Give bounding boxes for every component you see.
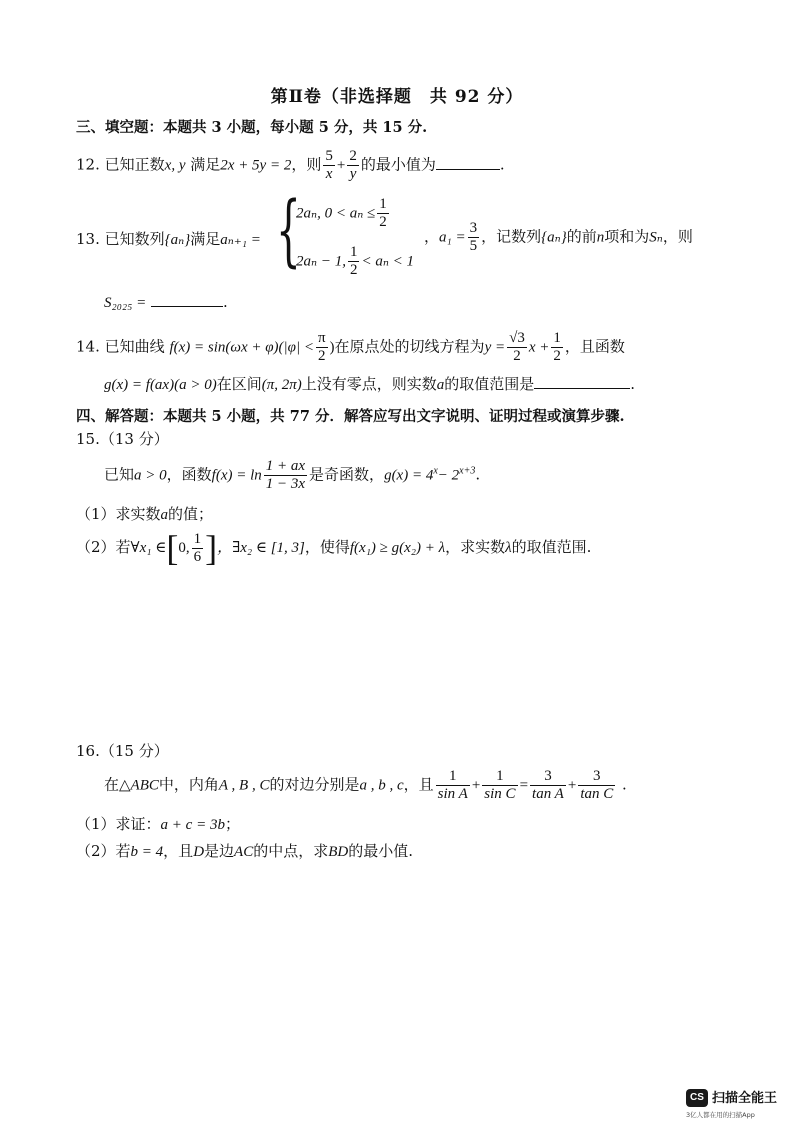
math: 0, (178, 540, 190, 556)
math-equation: 2x + 5y = 2 (220, 157, 292, 174)
text: 在△ (104, 775, 131, 794)
text: 满足 (190, 155, 221, 174)
math: x + (528, 339, 550, 356)
text: ，使得 (304, 538, 350, 556)
math: aₙ₊₁ = (220, 232, 261, 248)
text: 的对边分别是 (269, 775, 360, 794)
text: （2）若 (76, 842, 131, 860)
math: a (160, 507, 169, 523)
text: （1）求证： (76, 815, 161, 833)
question-16-part-2 (76, 840, 413, 861)
math: n (596, 229, 605, 246)
numerator: π (317, 330, 326, 346)
math: Sₙ (649, 229, 663, 246)
fraction (482, 768, 517, 803)
question-16-header: 16.（15 分） (76, 742, 169, 760)
text: 已知正数 (104, 155, 165, 174)
numerator: √3 (509, 330, 525, 346)
math: 2aₙ, 0 < aₙ ≤ (296, 205, 376, 222)
question-12 (76, 148, 505, 183)
text: 是奇函数， (309, 465, 385, 484)
denominator: 1 − 3x (265, 476, 306, 492)
denominator: 2 (513, 348, 521, 364)
bracket: ] (205, 528, 218, 568)
math: b = 4 (130, 844, 164, 860)
math: ABC (130, 777, 159, 794)
math: a (436, 377, 445, 393)
text: 满足 (190, 230, 221, 248)
math: {aₙ} (164, 232, 191, 248)
fraction (436, 768, 470, 803)
fraction (264, 458, 307, 493)
question-15-part-1 (76, 503, 213, 524)
math: D (193, 844, 205, 860)
math: g(x) = f(ax)(a > 0) (104, 377, 217, 393)
question-15-part-2 (76, 530, 591, 566)
text: ，且 (163, 842, 194, 860)
text: ，则 (662, 227, 693, 246)
denominator: x (325, 166, 333, 182)
question-13-line1 (76, 228, 261, 249)
math: AC (234, 844, 254, 860)
text: （1）求实数 (76, 505, 161, 523)
text: 在区间 (216, 375, 262, 393)
text: 的值； (168, 505, 214, 523)
fraction (530, 768, 566, 803)
numerator: 1 (482, 768, 517, 786)
text: . (622, 775, 627, 794)
text: ，则 (291, 155, 322, 174)
math: − 2 (437, 467, 460, 484)
question-13-line3 (104, 292, 228, 312)
question-14-line1 (76, 330, 625, 365)
text: 的中点，求 (253, 842, 329, 860)
text: 是边 (204, 842, 235, 860)
fraction (347, 148, 359, 183)
math: x, y (164, 157, 186, 174)
math: S₂₀₂₅ = (104, 295, 147, 311)
text: 上没有零点，则实数 (301, 375, 437, 393)
math: ) (329, 339, 335, 356)
denominator: sin C (484, 786, 516, 802)
fraction (348, 244, 360, 279)
numerator: 1 (349, 244, 358, 260)
section-3-heading: 三、填空题：本题共 3 小题，每小题 5 分，共 15 分. (76, 119, 428, 136)
fraction (323, 148, 335, 183)
math: (π, 2π) (261, 377, 302, 393)
text: 的最小值. (348, 842, 414, 860)
camscanner-logo-icon: CS (686, 1089, 708, 1107)
question-16-part-1 (76, 813, 240, 834)
math: λ (505, 540, 512, 556)
math: f(x) = sin(ωx + φ) (169, 339, 279, 356)
section-4-heading: 四、解答题：本题共 5 小题，共 77 分．解答应写出文字说明、证明过程或演算步骤. (76, 408, 625, 425)
question-16-stem (104, 768, 627, 803)
question-number: 14. (76, 337, 100, 356)
text: 的取值范围是 (444, 375, 535, 393)
fraction (507, 330, 527, 365)
numerator: 1 (193, 530, 202, 547)
denominator: tan C (580, 786, 614, 802)
bracket: [ (166, 528, 179, 568)
question-number: 12. (76, 155, 100, 174)
math: f(x) = ln (211, 467, 262, 484)
numerator: 1 (553, 330, 561, 346)
numerator: 5 (325, 148, 333, 164)
math: + (336, 157, 346, 174)
piecewise-case-1 (296, 196, 391, 231)
math: g(x) = 4 (384, 467, 434, 484)
denominator: 2 (379, 214, 387, 230)
math: + (567, 777, 577, 794)
text: . (499, 155, 505, 174)
denominator: 2 (349, 262, 358, 278)
math: < aₙ < 1 (361, 253, 415, 270)
watermark-tagline: 3亿人都在用的扫描App (686, 1111, 755, 1119)
math: 2aₙ − 1, (296, 253, 346, 270)
question-14-line2 (104, 373, 635, 394)
math: + (471, 777, 481, 794)
fraction (316, 330, 328, 365)
text: ，记数列 (481, 227, 542, 246)
math: a > 0 (134, 467, 167, 484)
math: A , B , C (218, 777, 270, 794)
text: ，求实数 (445, 538, 506, 556)
math: a , b , c (359, 777, 404, 794)
fraction (468, 220, 480, 255)
fraction (192, 531, 204, 566)
math: = (519, 777, 529, 794)
text: 已知 (104, 465, 135, 484)
answer-blank[interactable] (436, 155, 500, 170)
question-15-stem (104, 458, 480, 493)
math: f(x₁) ≥ g(x₂) + λ (349, 540, 446, 556)
answer-blank[interactable] (151, 292, 223, 307)
text: ， (424, 227, 440, 246)
text: 已知数列 (104, 230, 165, 248)
numerator: 1 (436, 768, 470, 786)
exponent: x+3 (459, 465, 476, 477)
text: 的前 (566, 227, 597, 246)
fraction (551, 330, 563, 365)
fraction (578, 768, 615, 803)
watermark-name: 扫描全能王 (712, 1091, 778, 1106)
numerator: 3 (530, 768, 566, 786)
text: . (630, 375, 636, 393)
math: a₁ = (439, 229, 466, 246)
question-number: 13. (76, 230, 100, 248)
denominator: sin A (437, 786, 468, 802)
fraction (377, 196, 389, 231)
answer-blank[interactable] (534, 374, 630, 389)
text: ，且函数 (564, 337, 625, 356)
denominator: 2 (318, 348, 326, 364)
piecewise-brace: { (276, 186, 301, 276)
math: y = (484, 339, 506, 356)
numerator: 3 (469, 220, 478, 236)
text: 项和为 (604, 227, 650, 246)
math: ∀x₁ ∈ (130, 540, 167, 556)
denominator: 6 (193, 548, 202, 565)
text: （2）若 (76, 538, 131, 556)
math: a + c = 3b (160, 817, 225, 833)
numerator: 2 (349, 148, 357, 164)
text: . (475, 465, 481, 484)
text: 在原点处的切线方程为 (334, 337, 485, 356)
math: {aₙ} (541, 229, 567, 246)
denominator: y (349, 166, 357, 182)
exponent: x (433, 465, 438, 477)
part-title: 第Ⅱ卷（非选择题 共 92 分） (270, 87, 524, 107)
question-15-header: 15.（13 分） (76, 430, 169, 448)
text: . (223, 293, 228, 311)
text: ，且 (403, 775, 434, 794)
text: ，函数 (166, 465, 212, 484)
denominator: 5 (469, 238, 478, 254)
math: ，∃x₂ ∈ [1, 3] (217, 540, 305, 556)
text: 的最小值为 (360, 155, 436, 174)
numerator: 3 (578, 768, 615, 786)
piecewise-case-2 (296, 244, 414, 279)
math: BD (328, 844, 349, 860)
denominator: 2 (553, 348, 561, 364)
denominator: tan A (532, 786, 564, 802)
numerator: 1 + ax (265, 458, 306, 474)
text: 的取值范围. (511, 538, 592, 556)
numerator: 1 (379, 196, 387, 212)
text: ； (224, 815, 240, 833)
math: (|φ| < (278, 339, 314, 356)
question-13-rest (424, 220, 693, 255)
text: 已知曲线 (104, 337, 165, 356)
text: 中，内角 (158, 775, 219, 794)
